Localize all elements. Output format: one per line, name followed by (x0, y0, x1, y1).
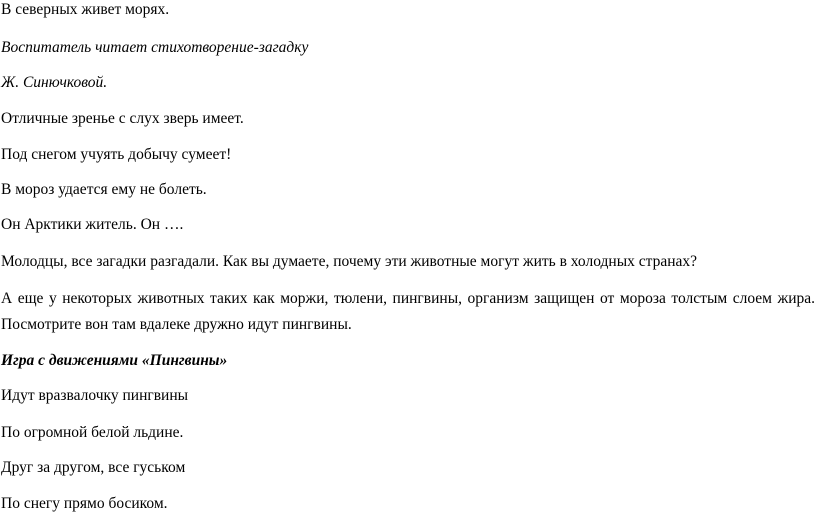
paragraph-poem-line-3: В мороз удается ему не болеть. (1, 181, 207, 198)
paragraph-poem-line-1: Отличные зренье с слух зверь имеет. (1, 110, 244, 127)
paragraph-game-line-1: Идут вразвалочку пингвины (1, 387, 189, 404)
paragraph-teacher-reads: Воспитатель читает стихотворение-загадку (1, 39, 309, 56)
paragraph-poem-line-2: Под снегом учуять добычу сумеет! (1, 146, 232, 163)
paragraph-fat-layer: А еще у некоторых животных таких как моржи, тюлени, пингвины, организм защищен от мороза толстым слоем жира. (1, 290, 815, 307)
paragraph-question: Молодцы, все загадки разгадали. Как вы думаете, почему эти животные могут жить в холодных странах? (1, 253, 698, 270)
paragraph-penguins-walk: Посмотрите вон там вдалеке дружно идут пингвины. (1, 316, 352, 333)
paragraph-riddle-line: В северных живет морях. (1, 1, 170, 18)
paragraph-author: Ж. Синючковой. (1, 74, 108, 91)
paragraph-game-line-3: Друг за другом, все гуськом (1, 459, 186, 476)
paragraph-game-line-2: По огромной белой льдине. (1, 424, 184, 441)
paragraph-poem-line-4: Он Арктики житель. Он …. (1, 216, 184, 233)
paragraph-game-line-4: По снегу прямо босиком. (1, 495, 168, 512)
paragraph-game-heading: Игра с движениями «Пингвины» (1, 352, 228, 369)
